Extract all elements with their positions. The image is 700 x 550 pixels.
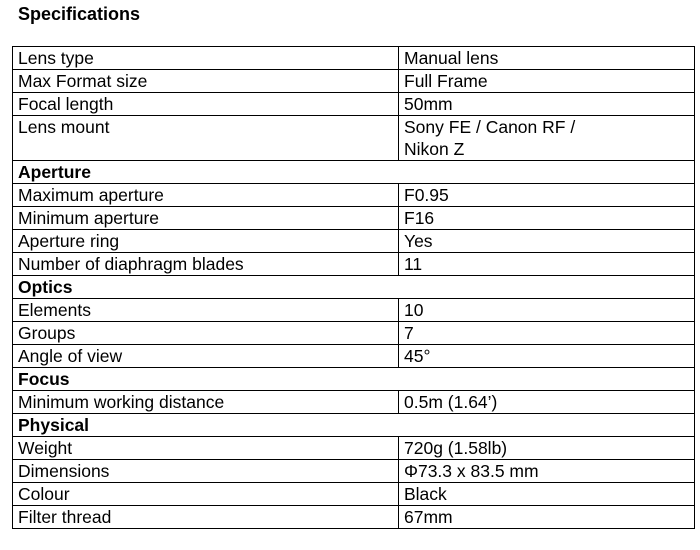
spec-value: 45° (399, 345, 695, 368)
spec-value: 67mm (399, 506, 695, 529)
spec-value: Black (399, 483, 695, 506)
table-row (13, 70, 695, 93)
spec-value: F0.95 (399, 184, 695, 207)
spec-label: Colour (13, 483, 399, 506)
spec-value-line: Sony FE / Canon RF / (404, 117, 576, 137)
section-heading: Aperture (13, 161, 695, 184)
table-row (13, 345, 695, 368)
section-heading: Optics (13, 276, 695, 299)
section-heading: Focus (13, 368, 695, 391)
spec-label: Lens type (13, 47, 399, 70)
table-row (13, 391, 695, 414)
spec-label: Minimum aperture (13, 207, 399, 230)
section-heading: Physical (13, 414, 695, 437)
spec-label: Dimensions (13, 460, 399, 483)
spec-label: Max Format size (13, 70, 399, 93)
section-header-physical (13, 414, 695, 437)
spec-label: Maximum aperture (13, 184, 399, 207)
spec-label: Elements (13, 299, 399, 322)
table-row (13, 93, 695, 116)
spec-value: Yes (399, 230, 695, 253)
table-row (13, 299, 695, 322)
page-title: Specifications (18, 4, 141, 24)
spec-value: 720g (1.58lb) (399, 437, 695, 460)
spec-value (399, 116, 695, 161)
spec-label: Angle of view (13, 345, 399, 368)
section-header-aperture (13, 161, 695, 184)
table-row (13, 207, 695, 230)
table-row (13, 506, 695, 529)
table-row (13, 230, 695, 253)
section-header-focus (13, 368, 695, 391)
table-row (13, 253, 695, 276)
table-row (13, 322, 695, 345)
spec-label: Lens mount (13, 116, 399, 161)
spec-value: Φ73.3 x 83.5 mm (399, 460, 695, 483)
spec-value: F16 (399, 207, 695, 230)
table-row (13, 116, 695, 161)
section-header-optics (13, 276, 695, 299)
table-row (13, 460, 695, 483)
spec-label: Number of diaphragm blades (13, 253, 399, 276)
spec-label: Focal length (13, 93, 399, 116)
table-row (13, 437, 695, 460)
spec-value: Full Frame (399, 70, 695, 93)
spec-label: Filter thread (13, 506, 399, 529)
spec-value: 10 (399, 299, 695, 322)
spec-label: Groups (13, 322, 399, 345)
spec-value-line: Nikon Z (404, 139, 465, 159)
table-row (13, 184, 695, 207)
spec-value: 50mm (399, 93, 695, 116)
spec-value: 0.5m (1.64’) (399, 391, 695, 414)
spec-value: Manual lens (399, 47, 695, 70)
table-row (13, 47, 695, 70)
spec-value: 7 (399, 322, 695, 345)
spec-value: 11 (399, 253, 695, 276)
spec-label: Weight (13, 437, 399, 460)
specifications-table (12, 46, 695, 529)
table-row (13, 483, 695, 506)
spec-label: Minimum working distance (13, 391, 399, 414)
spec-label: Aperture ring (13, 230, 399, 253)
